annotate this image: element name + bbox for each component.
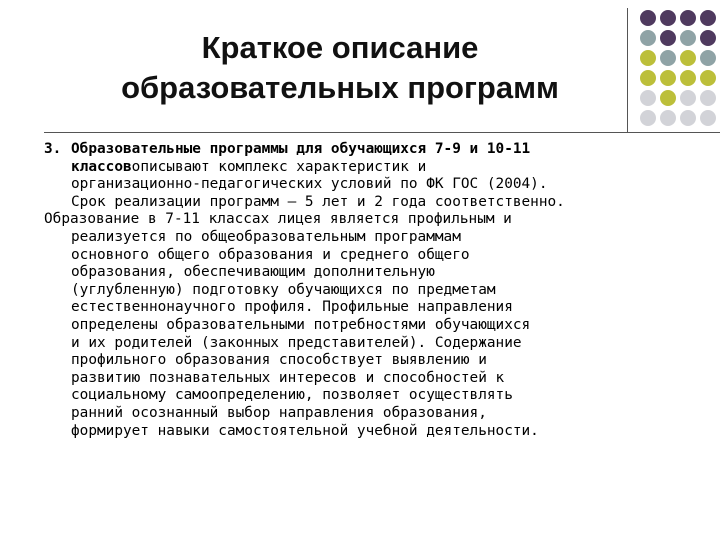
paragraph-line: профильного образования способствует выявлению и [71,352,487,369]
paragraph-line: развитию познавательных интересов и способностей к [71,369,505,386]
list-number: 3. [44,141,62,157]
decorative-dot [680,90,696,106]
decorative-dot [700,70,716,86]
item3-line-2 [71,159,720,177]
list-item-3 [44,141,720,211]
decorative-dot [680,50,696,66]
horizontal-divider [44,132,720,133]
item3-line-4: Срок реализации программ – 5 лет и 2 года соответственно. [71,193,565,210]
decorative-dot [660,50,676,66]
item3-line-3: организационно-педагогических условий по ФК ГОС (2004). [71,176,548,193]
paragraph-line: основного общего образования и среднего общего [71,246,470,263]
paragraph-line: образования, обеспечивающим дополнительную [71,264,435,281]
item3-heading: Образовательные программы для обучающихся 7-9 и 10-11 [71,141,531,157]
paragraph-line: социальному самоопределению, позволяет осуществлять [71,387,513,404]
decorative-dot [660,10,676,26]
decorative-dot [660,70,676,86]
item3-bold-word: классов [71,158,132,175]
paragraph-line: естественнонаучного профиля. Профильные направления [71,299,513,316]
decorative-dot [660,30,676,46]
decorative-dot [700,90,716,106]
decorative-dot-grid [639,8,720,132]
decorative-dot [700,10,716,26]
decorative-dot [680,30,696,46]
decorative-dot [700,110,716,126]
decorative-dot [640,90,656,106]
paragraph-line: ранний осознанный выбор направления образования, [71,404,487,421]
decorative-dot [700,50,716,66]
decorative-dot [680,70,696,86]
item3-line-2-rest: описывают комплекс характеристик и [131,158,427,175]
decorative-dot [660,110,676,126]
decorative-dot [660,90,676,106]
decorative-dot [680,110,696,126]
decorative-dot [680,10,696,26]
body-paragraph [44,211,720,440]
decorative-dot [640,70,656,86]
slide-title [60,28,620,108]
paragraph-line: (углубленную) подготовку обучающихся по предметам [71,281,496,298]
decorative-dot [640,110,656,126]
title-line-2: образовательных программ [121,70,559,105]
title-line-1: Краткое описание [201,30,479,65]
decorative-dot [700,30,716,46]
vertical-divider [627,8,628,132]
paragraph-line: формирует навыки самостоятельной учебной деятельности. [71,422,539,439]
decorative-dot [640,30,656,46]
decorative-dot [640,50,656,66]
paragraph-line: определены образовательными потребностями обучающихся [71,316,531,333]
paragraph-line: реализуется по общеобразовательным программам [71,228,461,245]
decorative-dot [640,10,656,26]
paragraph-line: Образование в 7-11 классах лицея является профильным и [44,211,512,228]
paragraph-line: и их родителей (законных представителей). Содержание [71,334,522,351]
slide-body [44,141,720,531]
